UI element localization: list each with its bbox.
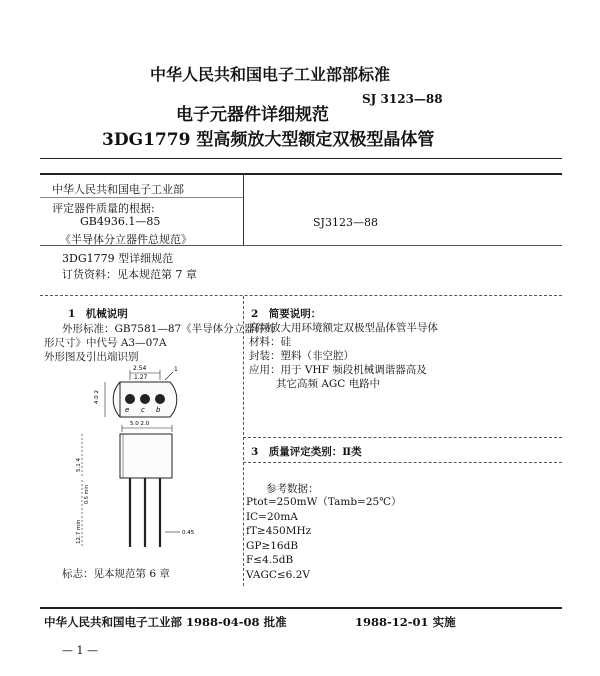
document-title-line2: 3DG1779 型高频放大型额定双极型晶体管 [102, 130, 435, 150]
dim-flat: 1 [174, 366, 178, 373]
side-view [82, 425, 180, 547]
dim-half-pitch: 1.27 [134, 374, 148, 381]
approval-line: 中华人民共和国电子工业部 1988-04-08 批准 [44, 615, 287, 629]
footer-rule [40, 607, 562, 609]
section2-desc: 高频放大用环境额定双极型晶体管半导体 [249, 322, 438, 334]
section2-package: 封装：塑料（非空腔） [249, 350, 354, 362]
info-org: 中华人民共和国电子工业部 [52, 183, 184, 196]
dim-width: 5.0 2.0 [130, 421, 150, 427]
column-divider [243, 296, 244, 586]
section1-line2: 形尺寸》中代号 A3—07A [44, 337, 167, 349]
pin-label-e: e [125, 406, 130, 414]
dim-lead-dia: 0.45 [182, 530, 195, 536]
dim-body-height: 5.1 4 [76, 458, 82, 472]
section2-application2: 其它高频 AGC 电路中 [276, 378, 381, 390]
spec-name: 3DG1779 型详细规范 [62, 252, 174, 265]
marking-note: 标志：见本规范第 6 章 [62, 568, 170, 580]
dim-pitch: 2.54 [133, 365, 147, 372]
dim-min: 0.5 min [84, 485, 90, 504]
section1-line3: 外形图及引出端识别 [44, 351, 139, 363]
dim-depth: 4.0 2 [94, 390, 100, 404]
info-basis-name: 《半导体分立器件总规范》 [60, 233, 192, 246]
section2-material: 材料：硅 [249, 336, 291, 348]
param-ptot: Ptot=250mW（Tamb=25℃） [246, 496, 402, 508]
issuing-ministry: 中华人民共和国电子工业部部标准 [150, 65, 391, 84]
order-info: 订货资料：见本规范第 7 章 [62, 268, 197, 281]
section2-heading: 2 简要说明： [251, 308, 322, 320]
info-box-divider [243, 175, 244, 245]
info-box-top-border [40, 173, 562, 175]
dim-lead-length: 12.7 min [76, 519, 82, 544]
standard-number: SJ 3123—88 [362, 92, 443, 106]
section-separator [40, 295, 562, 296]
implementation-date: 1988-12-01 实施 [355, 615, 456, 629]
section1-heading: 1 机械说明 [68, 308, 128, 320]
pin-b-dot [156, 395, 165, 404]
pin-label-c: c [141, 406, 145, 414]
info-basis-std: GB4936.1—85 [80, 215, 161, 228]
reference-data-list [246, 495, 401, 582]
section2-application1: 应用：用于 VHF 频段机械调谐器高及 [249, 364, 427, 376]
info-basis-label: 评定器件质量的根据: [52, 202, 155, 215]
section3-top-rule [243, 437, 562, 438]
document-title-line1: 电子元器件详细规范 [176, 105, 329, 125]
param-ic: IC=20mA [246, 510, 298, 523]
info-box-inner-rule [40, 197, 243, 198]
pin-label-b: b [156, 406, 161, 414]
param-vagc: VAGC≤6.2V [246, 568, 310, 581]
transistor-outline-drawing [70, 362, 240, 562]
top-rule [40, 158, 562, 159]
section3-bottom-rule [243, 462, 562, 463]
pin-e-dot [126, 395, 135, 404]
pin-c-dot [141, 395, 150, 404]
reference-heading: 参考数据： [266, 483, 319, 495]
section1-line1: 外形标准：GB7581—87《半导体分立器件外 [62, 323, 276, 335]
param-f: F≤4.5dB [246, 554, 294, 566]
param-gp: GP≥16dB [246, 539, 299, 552]
param-ft: fT≥450MHz [246, 525, 312, 537]
section3-heading: 3 质量评定类别：Ⅱ类 [251, 446, 362, 458]
page-number: — 1 — [62, 644, 98, 657]
info-right-std: SJ3123—88 [313, 216, 378, 229]
